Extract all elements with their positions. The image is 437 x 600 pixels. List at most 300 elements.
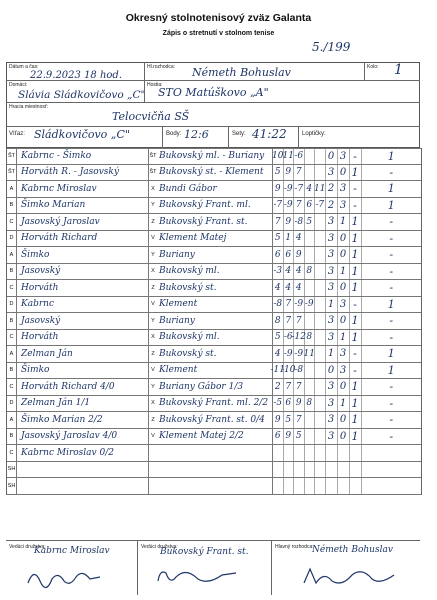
set-score (315, 264, 326, 280)
home-team-label: Domáci: (9, 82, 28, 88)
match-row (7, 330, 421, 347)
set-score: -9 (294, 297, 305, 313)
set-score: 5 (305, 214, 316, 230)
home-player: Horváth Richard (17, 231, 149, 247)
home-player: Jasovský (17, 264, 149, 280)
home-point: - (350, 363, 362, 379)
set-score (315, 462, 326, 478)
set-score (315, 396, 326, 412)
referee-sign-name: Németh Bohuslav (312, 545, 393, 555)
home-player: Horváth R. - Jasovský (17, 165, 149, 181)
away-sets-won: 0 (338, 412, 350, 428)
home-sets-won (326, 445, 338, 461)
set-score: 9 (273, 181, 284, 197)
set-score (305, 313, 316, 329)
away-code (149, 445, 157, 461)
set-score (305, 363, 316, 379)
home-player: Šimko Marian 2/2 (17, 412, 149, 428)
home-point: 1 (350, 379, 362, 395)
row-code: D (7, 297, 17, 313)
home-sets-won: 3 (326, 396, 338, 412)
away-sets-won: 3 (338, 297, 350, 313)
away-player: Bukovský st. (157, 280, 273, 296)
home-point: 1 (350, 231, 362, 247)
set-score (315, 247, 326, 263)
home-sets-won: 2 (326, 198, 338, 214)
winner-value: Sládkovičovo „C" (34, 128, 130, 141)
away-code: Y (151, 317, 155, 324)
document-subtitle: Zápis o stretnutí v stolnom tenise (162, 30, 275, 37)
match-row (7, 462, 421, 479)
away-sets-won: 3 (338, 181, 350, 197)
home-point: 1 (350, 412, 362, 428)
match-row (7, 264, 421, 281)
set-score: -10 (284, 363, 295, 379)
home-player: Jasovský (17, 313, 149, 329)
set-score: -9 (284, 198, 295, 214)
home-sets-won: 3 (326, 231, 338, 247)
venue-value: Telocvičňa SŠ (112, 110, 190, 123)
referee-label: Hl.rozhodca: (147, 64, 176, 70)
set-score: 9 (294, 396, 305, 412)
away-player: Klement Matej 2/2 (157, 429, 273, 445)
home-player: Zelman Ján (17, 346, 149, 362)
home-sets-won: 3 (326, 165, 338, 181)
away-point: - (389, 330, 394, 344)
match-row (7, 297, 421, 314)
points-value: 12:6 (184, 128, 209, 141)
home-sets-won: 3 (326, 264, 338, 280)
match-row (7, 412, 421, 429)
row-code: SH (7, 462, 17, 478)
set-score: -6 (294, 149, 305, 164)
away-leader-signature (152, 563, 242, 589)
winner-label: Víťaz: (9, 131, 25, 137)
set-score: 7 (294, 412, 305, 428)
set-score: 9 (284, 429, 295, 445)
set-score (315, 149, 326, 164)
away-code: Y (151, 251, 155, 258)
away-point: 1 (387, 198, 395, 212)
home-sets-won (326, 462, 338, 478)
document-title: Okresný stolnotenisový zväz Galanta (125, 12, 312, 24)
set-score: -9 (305, 297, 316, 313)
home-player: Jasovský Jaroslav 4/0 (17, 429, 149, 445)
set-score: -8 (273, 297, 284, 313)
set-score (305, 445, 316, 461)
sets-value: 41:22 (252, 127, 287, 141)
set-score: 5 (273, 330, 284, 346)
away-player: Bukovský Frant. ml. (157, 198, 273, 214)
row-code: B (7, 363, 17, 379)
away-sets-won: 0 (338, 280, 350, 296)
set-score: 4 (273, 346, 284, 362)
set-score: -6 (284, 330, 295, 346)
set-score (273, 462, 284, 478)
away-code: V (151, 433, 155, 440)
set-score (315, 313, 326, 329)
home-sets-won: 2 (326, 181, 338, 197)
away-point (362, 478, 422, 494)
set-score: 6 (273, 429, 284, 445)
away-point: - (389, 264, 394, 278)
match-row (7, 231, 421, 248)
set-score: 11 (284, 149, 295, 164)
set-score: 11 (315, 181, 326, 197)
round-value: 1 (394, 62, 403, 78)
set-score (284, 462, 295, 478)
away-point (362, 462, 422, 478)
away-sets-won: 1 (338, 330, 350, 346)
row-code: C (7, 280, 17, 296)
away-player: Klement Matej (157, 231, 273, 247)
away-sets-won: 0 (338, 429, 350, 445)
away-player: Klement (157, 363, 273, 379)
set-score: 11 (305, 346, 316, 362)
set-score: -8 (294, 363, 305, 379)
home-player: Horváth (17, 330, 149, 346)
set-score: 6 (273, 247, 284, 263)
home-player (17, 478, 149, 494)
away-code: V (151, 367, 155, 374)
away-sets-won (338, 462, 350, 478)
away-player: Buriany Gábor 1/3 (157, 379, 273, 395)
away-code: Z (151, 218, 155, 225)
row-code: C (7, 214, 17, 230)
home-point: - (350, 181, 362, 197)
away-sets-won: 0 (338, 247, 350, 263)
home-sets-won: 3 (326, 379, 338, 395)
set-score (305, 280, 316, 296)
home-leader-label: Vedúci družstva: (9, 544, 46, 550)
venue-label: Hracia miestnosť: (9, 104, 49, 110)
home-point: 1 (350, 247, 362, 263)
home-point: 1 (350, 396, 362, 412)
away-code: Z (151, 284, 155, 291)
set-score: 4 (284, 264, 295, 280)
away-code: Z (151, 416, 155, 423)
match-row (7, 478, 421, 495)
away-code: Y (151, 383, 155, 390)
away-player: Buriany (157, 313, 273, 329)
home-player: Kabrnc Miroslav (17, 181, 149, 197)
match-row (7, 198, 421, 215)
home-point: - (350, 297, 362, 313)
home-player: Šimko Marian (17, 198, 149, 214)
away-leader-label: Vedúci družstva: (141, 544, 178, 550)
home-point: 1 (350, 429, 362, 445)
home-point (350, 462, 362, 478)
set-score: 10 (273, 149, 284, 164)
away-code: Z (151, 350, 155, 357)
set-score (305, 462, 316, 478)
home-player: Zelman Ján 1/1 (17, 396, 149, 412)
away-leader-signature-box (138, 541, 272, 595)
match-row (7, 396, 421, 413)
set-score (273, 478, 284, 494)
set-score (305, 149, 316, 164)
home-sets-won (326, 478, 338, 494)
set-score: 1 (284, 231, 295, 247)
away-point: 1 (387, 347, 395, 361)
away-sets-won: 0 (338, 165, 350, 181)
set-score (305, 231, 316, 247)
row-code: ŠT (7, 165, 17, 181)
set-score (315, 429, 326, 445)
home-point: 1 (350, 280, 362, 296)
away-point (362, 445, 422, 461)
set-score: 4 (294, 280, 305, 296)
match-row (7, 214, 421, 231)
set-score (305, 247, 316, 263)
set-score: 7 (294, 379, 305, 395)
away-sets-won: 3 (338, 346, 350, 362)
home-player: Kabrnc Miroslav 0/2 (17, 445, 149, 461)
set-score: 7 (294, 165, 305, 181)
away-player (157, 478, 273, 494)
set-score: -9 (294, 346, 305, 362)
away-sets-won: 3 (338, 198, 350, 214)
referee-sign-label: Hlavný rozhodca: (275, 544, 314, 550)
away-player: Bukovský ml. - Buriany (157, 149, 273, 164)
away-code (149, 478, 157, 494)
set-score: 6 (284, 396, 295, 412)
set-score (315, 165, 326, 181)
row-code: C (7, 445, 17, 461)
home-point: 1 (350, 330, 362, 346)
away-code: X (151, 185, 155, 192)
date-value: 22.9.2023 18 hod. (30, 70, 123, 81)
set-score (315, 363, 326, 379)
away-point: - (389, 380, 394, 394)
home-point: - (350, 198, 362, 214)
row-code: A (7, 412, 17, 428)
home-player: Jasovský Jaroslav (17, 214, 149, 230)
away-sets-won: 1 (338, 396, 350, 412)
away-point: - (389, 231, 394, 245)
away-sets-won (338, 445, 350, 461)
set-score: 4 (273, 280, 284, 296)
home-point: 1 (350, 264, 362, 280)
home-player: Kabrnc - Šimko (17, 149, 149, 164)
away-code: X (151, 334, 155, 341)
away-player: Bukovský Frant. ml. 2/2 (157, 396, 273, 412)
match-row (7, 363, 421, 380)
set-score: 5 (284, 412, 295, 428)
home-player: Šimko (17, 363, 149, 379)
away-sets-won (338, 478, 350, 494)
set-score: 9 (294, 247, 305, 263)
home-sets-won: 3 (326, 247, 338, 263)
home-sets-won: 1 (326, 297, 338, 313)
set-score (315, 280, 326, 296)
set-score (294, 445, 305, 461)
signature-area (6, 540, 420, 595)
match-row (7, 429, 421, 446)
set-score: 7 (273, 214, 284, 230)
set-score (305, 379, 316, 395)
match-row (7, 247, 421, 264)
away-player: Bukovský st. (157, 346, 273, 362)
referee-signature-box (272, 541, 420, 595)
date-label: Dátum a čas: (9, 64, 39, 70)
home-sets-won: 1 (326, 346, 338, 362)
set-score: 9 (273, 412, 284, 428)
row-code: B (7, 429, 17, 445)
away-point: 1 (387, 363, 395, 377)
row-code: B (7, 198, 17, 214)
set-score: 7 (284, 379, 295, 395)
guest-team-value: STO Matúškovo „A" (158, 86, 269, 99)
home-point: 1 (350, 313, 362, 329)
home-sets-won: 3 (326, 412, 338, 428)
row-code: C (7, 379, 17, 395)
away-player: Bukovský st. - Klement (157, 165, 273, 181)
away-point: 1 (387, 182, 395, 196)
away-sets-won: 1 (338, 214, 350, 230)
home-sets-won: 3 (326, 429, 338, 445)
results-table (6, 148, 422, 495)
set-score: -8 (294, 214, 305, 230)
away-leader-name: Bukovský Frant. st. (160, 547, 249, 557)
set-score: -9 (284, 181, 295, 197)
away-player: Klement (157, 297, 273, 313)
away-sets-won: 0 (338, 313, 350, 329)
home-player: Horváth Richard 4/0 (17, 379, 149, 395)
home-player: Kabrnc (17, 297, 149, 313)
home-sets-won: 0 (326, 363, 338, 379)
guest-team-label: Hostia: (147, 82, 163, 88)
away-player: Bundi Gábor (157, 181, 273, 197)
away-player: Bukovský ml. (157, 264, 273, 280)
set-score: -7 (273, 198, 284, 214)
home-point: 1 (350, 165, 362, 181)
home-point: - (350, 149, 362, 164)
set-score: -11 (273, 363, 284, 379)
set-score (315, 445, 326, 461)
home-sets-won: 3 (326, 280, 338, 296)
match-row (7, 313, 421, 330)
set-score: 8 (305, 330, 316, 346)
home-player: Horváth (17, 280, 149, 296)
away-sets-won: 0 (338, 379, 350, 395)
home-point (350, 445, 362, 461)
set-score (294, 462, 305, 478)
away-code: ŠT (149, 153, 157, 160)
set-score (273, 445, 284, 461)
set-score (305, 165, 316, 181)
set-score (305, 412, 316, 428)
home-player: Šimko (17, 247, 149, 263)
row-code: A (7, 346, 17, 362)
away-sets-won: 3 (338, 149, 350, 164)
away-point: - (389, 165, 394, 179)
referee-value: Németh Bohuslav (192, 66, 291, 79)
home-sets-won: 3 (326, 330, 338, 346)
match-row (7, 445, 421, 462)
set-score: 7 (284, 313, 295, 329)
set-score (315, 478, 326, 494)
away-code: ŠT (149, 169, 157, 176)
home-sets-won: 3 (326, 313, 338, 329)
home-sets-won: 0 (326, 149, 338, 164)
match-row (7, 165, 421, 182)
set-score (284, 445, 295, 461)
home-player (17, 462, 149, 478)
set-score: -7 (294, 181, 305, 197)
match-row (7, 280, 421, 297)
away-point: - (389, 413, 394, 427)
set-score: 6 (284, 247, 295, 263)
set-score: 7 (294, 198, 305, 214)
match-row (7, 148, 421, 165)
set-score (315, 214, 326, 230)
set-score: 2 (273, 379, 284, 395)
away-player: Bukovský Frant. st. (157, 214, 273, 230)
set-score: 6 (305, 198, 316, 214)
set-score: 4 (284, 280, 295, 296)
set-score (315, 231, 326, 247)
set-score (315, 297, 326, 313)
set-score: 7 (284, 297, 295, 313)
away-code: V (151, 235, 155, 242)
away-point: - (389, 215, 394, 229)
set-score (305, 478, 316, 494)
match-number: 5./199 (312, 40, 351, 54)
away-point: - (389, 396, 394, 410)
row-code: D (7, 396, 17, 412)
sets-label: Sety: (232, 131, 246, 137)
match-row (7, 346, 421, 363)
home-leader-name: Kabrnc Miroslav (34, 546, 110, 556)
away-code: Y (151, 202, 155, 209)
away-point: - (389, 429, 394, 443)
set-score (315, 379, 326, 395)
set-score: -12 (294, 330, 305, 346)
set-score (315, 330, 326, 346)
away-point: - (389, 281, 394, 295)
match-row (7, 379, 421, 396)
set-score: 8 (305, 396, 316, 412)
round-label: Kolo: (367, 64, 379, 70)
points-label: Body: (166, 131, 182, 137)
away-player (157, 462, 273, 478)
row-code: D (7, 231, 17, 247)
row-code: SH (7, 478, 17, 494)
away-code: V (151, 301, 155, 308)
home-leader-signature-box (6, 541, 138, 595)
away-sets-won: 3 (338, 363, 350, 379)
away-sets-won: 1 (338, 264, 350, 280)
set-score: 4 (305, 181, 316, 197)
away-point: 1 (387, 297, 395, 311)
home-point (350, 478, 362, 494)
set-score: 5 (273, 165, 284, 181)
set-score (315, 412, 326, 428)
row-code: B (7, 264, 17, 280)
set-score: -5 (273, 396, 284, 412)
set-score (305, 429, 316, 445)
home-team-value: Slávia Sládkovičovo „C" (18, 89, 146, 101)
referee-signature (300, 563, 400, 589)
row-code: B (7, 313, 17, 329)
home-point: - (350, 346, 362, 362)
away-code: X (151, 268, 155, 275)
away-code: X (151, 400, 155, 407)
match-row (7, 181, 421, 198)
away-player: Bukovský Frant. st. 0/4 (157, 412, 273, 428)
set-score (284, 478, 295, 494)
